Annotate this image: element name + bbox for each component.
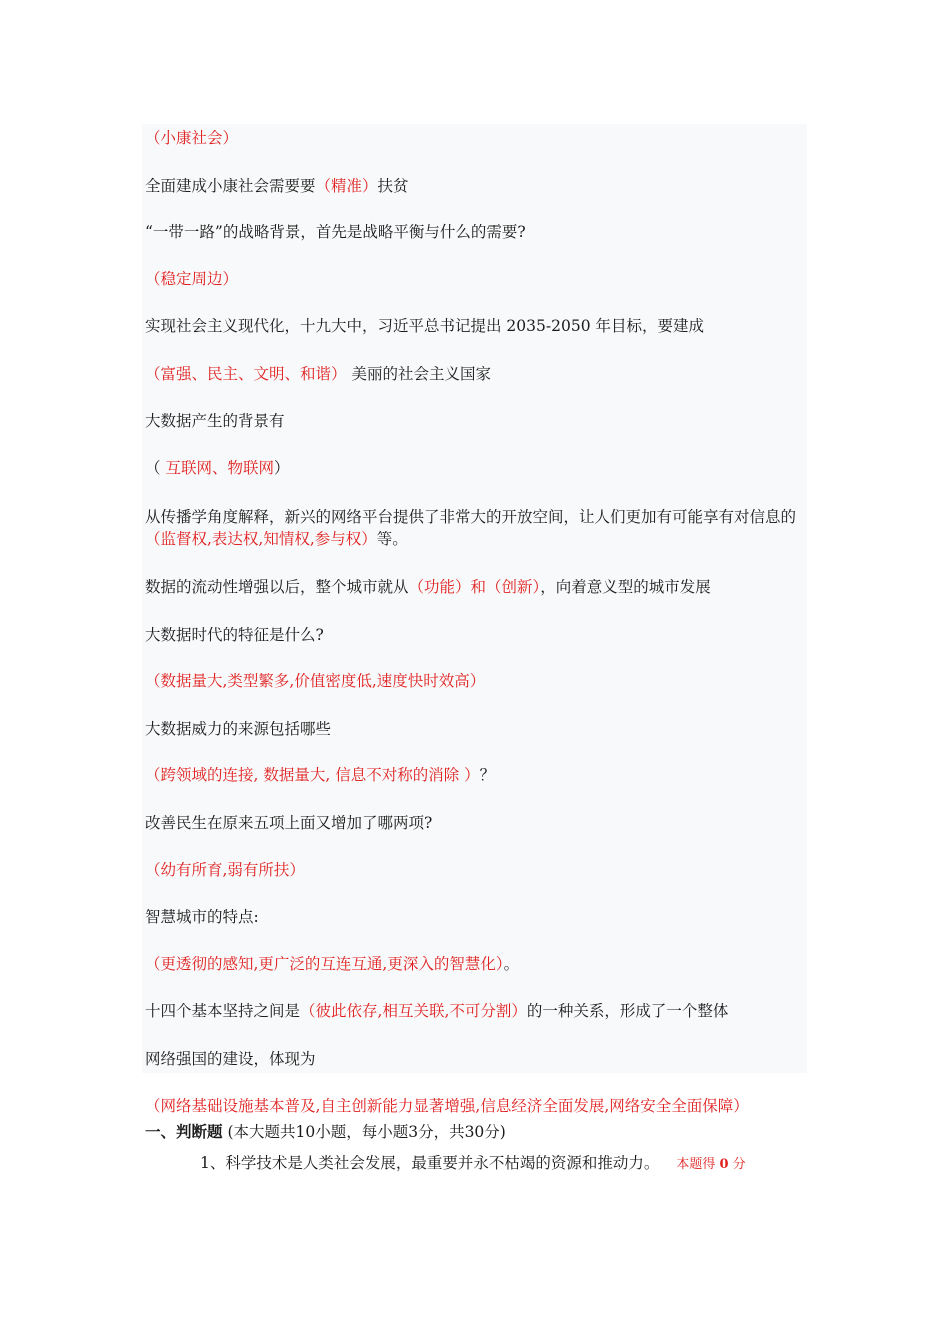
section-title: 一、判断题 <box>145 1122 223 1141</box>
question-text: 智慧城市的特点: <box>145 908 259 926</box>
question-text: 等。 <box>376 530 408 548</box>
score-label <box>676 1157 745 1172</box>
question-text: 从传播学角度解释，新兴的网络平台提供了非常大的开放空间，让人们更加有可能享有对信息的 <box>145 508 797 526</box>
question-text: 的一种关系，形成了一个整体 <box>526 1002 729 1020</box>
answer-text: （稳定周边） <box>145 270 239 288</box>
text-line <box>145 764 495 786</box>
question-text: 美丽的社会主义国家 <box>346 365 491 383</box>
question-text: 数据的流动性增强以后，整个城市就从 <box>145 578 409 596</box>
section-note: (本大题共10小题，每小题3分，共30分) <box>222 1123 506 1141</box>
question-text: 改善民生在原来五项上面又增加了哪两项? <box>145 814 433 832</box>
text-line <box>145 363 491 385</box>
question-text: 。 <box>503 955 520 973</box>
question-text: ） <box>273 459 290 477</box>
score-value: 0 <box>719 1157 729 1172</box>
answer-text: （幼有所育,弱有所扶） <box>145 861 305 879</box>
answer-text: （小康社会） <box>145 129 239 147</box>
answer-text: （更透彻的感知,更广泛的互连互通,更深入的智慧化） <box>145 955 504 973</box>
text-line <box>145 859 305 881</box>
text-line <box>145 127 238 149</box>
question-text: “一带一路”的战略背景，首先是战略平衡与什么的需要? <box>145 223 526 241</box>
question-text: 实现社会主义现代化，十九大中，习近平总书记提出 2035-2050 年目标，要建成 <box>145 317 704 335</box>
text-line <box>145 1048 316 1070</box>
question-text: 1、科学技术是人类社会发展，最重要并永不枯竭的资源和推动力。 <box>200 1154 660 1172</box>
text-line <box>145 268 238 290</box>
question-text: ？ <box>479 766 496 784</box>
text-line <box>145 1000 728 1022</box>
question-text: （ <box>145 459 166 477</box>
question-text: 大数据时代的特征是什么? <box>145 626 324 644</box>
answer-text: （精准） <box>315 177 378 195</box>
highlighted-text-block <box>142 124 807 1073</box>
question-text: 网络强国的建设，体现为 <box>145 1050 316 1068</box>
text-line <box>145 221 526 243</box>
text-line <box>145 457 289 479</box>
text-line <box>145 175 409 197</box>
answer-text: 互联网、物联网 <box>165 459 274 477</box>
question-text: 扶贫 <box>377 177 409 195</box>
text-line <box>145 576 711 598</box>
question-text: 全面建成小康社会需要要 <box>145 177 316 195</box>
score-suffix: 分 <box>728 1157 746 1172</box>
score-prefix: 本题得 <box>676 1157 720 1172</box>
question-text: 大数据威力的来源包括哪些 <box>145 720 332 738</box>
answer-text: （富强、民主、文明、和谐） <box>145 365 347 383</box>
text-line <box>145 410 285 432</box>
answer-text: （监督权,表达权,知情权,参与权） <box>145 530 377 548</box>
question-text: 十四个基本坚持之间是 <box>145 1002 301 1020</box>
section-heading <box>145 1121 506 1143</box>
question-text: ，向着意义型的城市发展 <box>540 578 711 596</box>
question-text: 大数据产生的背景有 <box>145 412 285 430</box>
question-item <box>200 1152 746 1176</box>
text-line <box>145 315 704 337</box>
text-line <box>145 506 800 550</box>
text-line <box>145 718 331 740</box>
answer-text: （网络基础设施基本普及,自主创新能力显著增强,信息经济全面发展,网络安全全面保障） <box>145 1097 749 1115</box>
text-line <box>145 906 259 928</box>
text-line <box>145 1095 749 1117</box>
answer-text: （跨领域的连接, 数据量大, 信息不对称的消除 ） <box>145 766 480 784</box>
text-line <box>145 624 324 646</box>
text-line <box>145 670 485 692</box>
answer-text: （功能）和（创新） <box>408 578 541 596</box>
answer-text: （数据量大,类型繁多,价值密度低,速度快时效高） <box>145 672 486 690</box>
text-line <box>145 812 432 834</box>
text-line <box>145 953 519 975</box>
answer-text: （彼此依存,相互关联,不可分割） <box>300 1002 527 1020</box>
